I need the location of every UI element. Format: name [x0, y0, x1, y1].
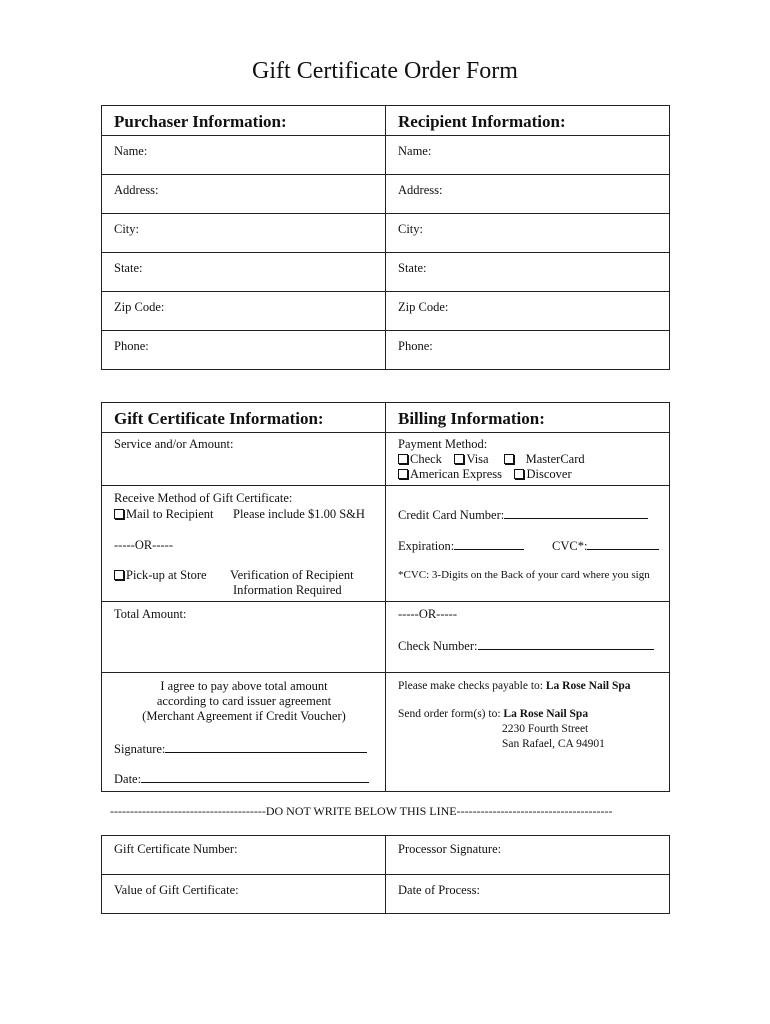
- expiration-label: Expiration:: [398, 539, 455, 553]
- receive-method-cell: [102, 486, 386, 602]
- card-details-cell: [386, 486, 670, 602]
- check-checkbox[interactable]: [398, 454, 408, 464]
- purchaser-heading: Purchaser Information:: [102, 106, 386, 136]
- signature-input[interactable]: [165, 741, 367, 753]
- gift-heading: Gift Certificate Information:: [102, 403, 386, 433]
- agreement-cell: [102, 673, 386, 792]
- total-amount-field[interactable]: Total Amount:: [102, 602, 386, 673]
- processor-signature-field[interactable]: Processor Signature:: [386, 836, 670, 875]
- payment-method-label: Payment Method:: [398, 437, 488, 451]
- recipient-zip-field[interactable]: Zip Code:: [386, 292, 670, 331]
- receive-or-divider: -----OR-----: [114, 538, 173, 552]
- cvc-note: *CVC: 3-Digits on the Back of your card where you sign: [398, 569, 650, 581]
- recipient-name-field[interactable]: Name:: [386, 136, 670, 175]
- visa-label: Visa: [466, 452, 489, 466]
- purchaser-address-field[interactable]: Address:: [102, 175, 386, 214]
- date-label: Date:: [114, 772, 142, 786]
- pickup-checkbox[interactable]: [114, 570, 124, 580]
- address-line-1: 2230 Fourth Street: [502, 723, 589, 735]
- payment-method-cell: [386, 433, 670, 486]
- mail-note: Please include $1.00 S&H: [233, 507, 365, 521]
- discover-checkbox[interactable]: [514, 469, 524, 479]
- cvc-input[interactable]: [587, 538, 659, 550]
- cvc-label: CVC*:: [552, 539, 588, 553]
- agreement-line-2: according to card issuer agreement: [156, 694, 332, 708]
- recipient-phone-field[interactable]: Phone:: [386, 331, 670, 370]
- discover-label: Discover: [526, 467, 572, 481]
- billing-heading: Billing Information:: [386, 403, 670, 433]
- payment-instructions-cell: [386, 673, 670, 792]
- expiration-input[interactable]: [454, 538, 524, 550]
- payable-name: La Rose Nail Spa: [545, 680, 631, 692]
- page-title: Gift Certificate Order Form: [252, 58, 518, 84]
- recipient-state-field[interactable]: State:: [386, 253, 670, 292]
- gc-number-field[interactable]: Gift Certificate Number:: [102, 836, 386, 875]
- recipient-heading: Recipient Information:: [386, 106, 670, 136]
- process-date-field[interactable]: Date of Process:: [386, 875, 670, 914]
- cc-number-input[interactable]: [504, 507, 648, 519]
- date-input[interactable]: [141, 771, 369, 783]
- amex-checkbox[interactable]: [398, 469, 408, 479]
- send-instruction: Send order form(s) to: La Rose Nail Spa: [398, 708, 589, 720]
- do-not-write-divider: ---------------------------------------DO NOT WRITE BELOW THIS LINE---------------------------------------: [110, 804, 613, 818]
- mastercard-checkbox[interactable]: [504, 454, 514, 464]
- visa-checkbox[interactable]: [454, 454, 464, 464]
- recipient-address-field[interactable]: Address:: [386, 175, 670, 214]
- agreement-line-3: (Merchant Agreement if Credit Voucher): [142, 709, 346, 723]
- amex-label: American Express: [410, 467, 502, 481]
- purchaser-name-field[interactable]: Name:: [102, 136, 386, 175]
- mastercard-label: MasterCard: [525, 452, 585, 466]
- cc-number-label: Credit Card Number:: [398, 508, 505, 522]
- pickup-note-1: Verification of Recipient: [230, 568, 354, 582]
- pickup-note-2: Information Required: [233, 583, 342, 597]
- order-table: [101, 402, 670, 792]
- purchaser-city-field[interactable]: City:: [102, 214, 386, 253]
- purchaser-zip-field[interactable]: Zip Code:: [102, 292, 386, 331]
- mail-option-label: Mail to Recipient: [126, 507, 214, 521]
- check-label: Check: [410, 452, 442, 466]
- gc-value-field[interactable]: Value of Gift Certificate:: [102, 875, 386, 914]
- address-line-2: San Rafael, CA 94901: [502, 738, 605, 750]
- purchaser-state-field[interactable]: State:: [102, 253, 386, 292]
- send-name: La Rose Nail Spa: [503, 708, 589, 720]
- purchaser-phone-field[interactable]: Phone:: [102, 331, 386, 370]
- billing-or-divider: -----OR-----: [398, 607, 457, 621]
- check-number-label: Check Number:: [398, 639, 478, 653]
- signature-label: Signature:: [114, 742, 166, 756]
- check-details-cell: [386, 602, 670, 673]
- check-number-input[interactable]: [478, 638, 654, 650]
- payable-instruction: Please make checks payable to: La Rose Nail Spa: [398, 680, 631, 692]
- recipient-city-field[interactable]: City:: [386, 214, 670, 253]
- pickup-option-label: Pick-up at Store: [126, 568, 207, 582]
- agreement-line-1: I agree to pay above total amount: [160, 679, 328, 693]
- receive-method-label: Receive Method of Gift Certificate:: [114, 491, 293, 505]
- contact-info-table: [101, 105, 670, 370]
- mail-checkbox[interactable]: [114, 509, 124, 519]
- office-use-table: [101, 835, 670, 914]
- service-amount-field[interactable]: Service and/or Amount:: [102, 433, 386, 486]
